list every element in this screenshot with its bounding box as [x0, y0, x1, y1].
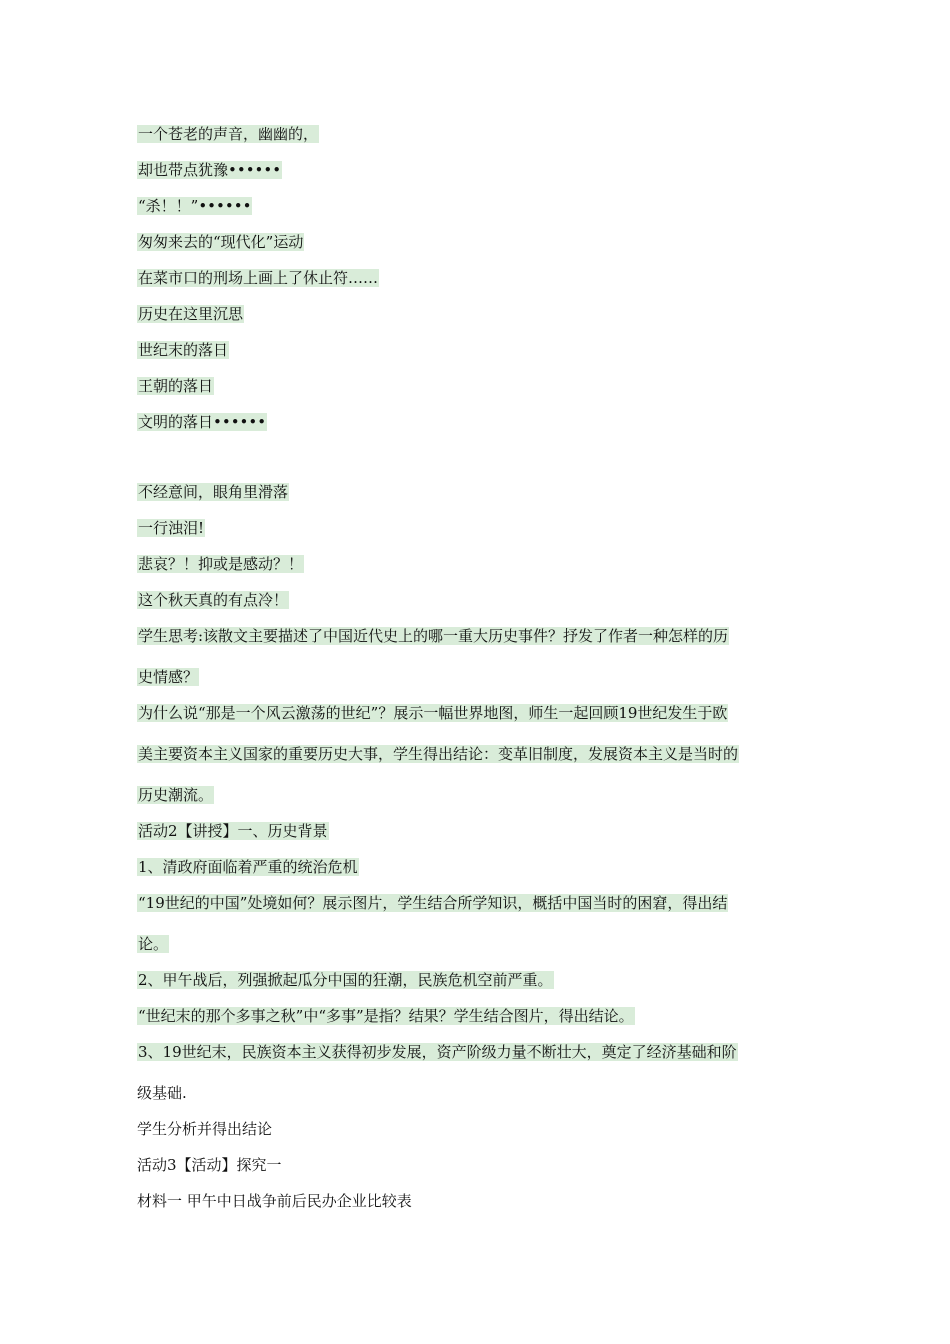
paragraph-text: 史情感？ — [138, 668, 199, 686]
paragraph-text: 级基础. — [137, 1084, 187, 1102]
activity-heading-text: 活动2【讲授】一、历史背景 — [138, 822, 328, 840]
poem-line-text: “杀！！”•••••• — [138, 197, 252, 215]
paragraph-row — [137, 1083, 817, 1103]
poem-line-text: 世纪末的落日 — [138, 341, 229, 359]
poem-line-text: 文明的落日•••••• — [138, 413, 267, 431]
paragraph-text: 为什么说“那是一个风云激荡的世纪”？展示一幅世界地图，师生一起回顾19世纪发生于欧 — [138, 704, 728, 722]
analysis-line — [137, 1119, 817, 1139]
poem-line — [137, 590, 817, 610]
question-text: “世纪末的那个多事之秋”中“多事”是指？结果？学生结合图片，得出结论。 — [138, 1007, 634, 1025]
poem-line-text: 历史在这里沉思 — [138, 305, 244, 323]
list-item — [137, 857, 817, 877]
material-caption — [137, 1191, 817, 1211]
paragraph-row — [137, 703, 817, 723]
poem-line — [137, 124, 817, 144]
poem-line — [137, 482, 817, 502]
poem-line-text: 却也带点犹豫•••••• — [138, 161, 282, 179]
paragraph-row — [137, 893, 817, 913]
paragraph-text: 学生思考:该散文主要描述了中国近代史上的哪一重大历史事件？抒发了作者一种怎样的历 — [138, 627, 729, 645]
list-item — [137, 970, 817, 990]
poem-line-text: 这个秋天真的有点冷！ — [138, 591, 289, 609]
paragraph-row — [137, 1042, 817, 1062]
paragraph-row — [137, 667, 817, 687]
activity-heading — [137, 1155, 817, 1175]
document-content — [137, 124, 817, 1227]
paragraph-text: 历史潮流。 — [138, 786, 214, 804]
list-item-text: 2、甲午战后，列强掀起瓜分中国的狂潮，民族危机空前严重。 — [138, 971, 553, 989]
paragraph-row — [137, 744, 817, 764]
world-map-paragraph — [137, 703, 817, 805]
paragraph-text: 3、19世纪末，民族资本主义获得初步发展，资产阶级力量不断壮大，奠定了经济基础和阶 — [138, 1043, 737, 1061]
poem-line — [137, 376, 817, 396]
poem-line-text: 悲哀？！抑或是感动？！ — [138, 555, 304, 573]
poem-line — [137, 268, 817, 288]
paragraph-row — [137, 934, 817, 954]
poem-line — [137, 160, 817, 180]
poem-line-text: 王朝的落日 — [138, 377, 214, 395]
stanza-break — [137, 448, 817, 482]
paragraph-row — [137, 626, 817, 646]
poem-line — [137, 554, 817, 574]
paragraph-text: 论。 — [138, 935, 169, 953]
poem-line — [137, 340, 817, 360]
material-caption-text: 材料一 甲午中日战争前后民办企业比较表 — [137, 1192, 412, 1210]
activity-heading-text: 活动3【活动】探究一 — [137, 1156, 282, 1174]
poem-line-text: 一个苍老的声音，幽幽的， — [138, 125, 319, 143]
analysis-text: 学生分析并得出结论 — [137, 1120, 273, 1138]
paragraph-row — [137, 785, 817, 805]
poem-line — [137, 412, 817, 432]
poem-line-text: 一行浊泪! — [138, 519, 205, 537]
poem-line — [137, 518, 817, 538]
poem-line — [137, 196, 817, 216]
poem-line-text: 在菜市口的刑场上画上了休止符…… — [138, 269, 379, 287]
paragraph-text: 美主要资本主义国家的重要历史大事，学生得出结论：变革旧制度，发展资本主义是当时的 — [138, 745, 739, 763]
activity-heading — [137, 821, 817, 841]
china-situation-paragraph — [137, 893, 817, 954]
student-question-paragraph — [137, 626, 817, 687]
poem-line — [137, 304, 817, 324]
question-line — [137, 1006, 817, 1026]
poem-line-text: 不经意间，眼角里滑落 — [138, 483, 289, 501]
paragraph-text: “19世纪的中国”处境如何？展示图片，学生结合所学知识，概括中国当时的困窘，得出结 — [138, 894, 728, 912]
list-item-text: 1、清政府面临着严重的统治危机 — [138, 858, 358, 876]
capitalism-paragraph — [137, 1042, 817, 1103]
poem-line — [137, 232, 817, 252]
poem-line-text: 匆匆来去的“现代化”运动 — [138, 233, 304, 251]
